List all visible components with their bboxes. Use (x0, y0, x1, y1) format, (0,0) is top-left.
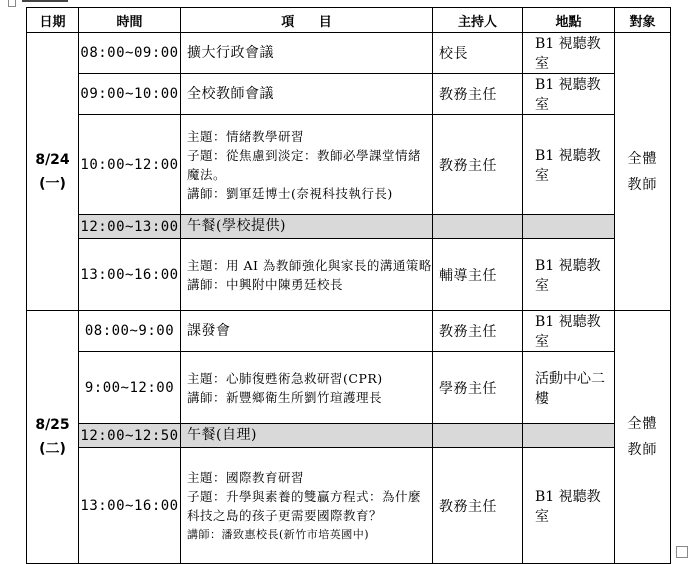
host-cell: 教務主任 (433, 115, 523, 215)
schedule-table (26, 7, 671, 564)
lunch-row (27, 215, 671, 239)
location-cell: 活動中心二樓 (523, 352, 615, 424)
time-cell: 12:00~12:50 (79, 424, 181, 448)
item-line: 午餐(學校提供) (187, 218, 286, 234)
lunch-row (27, 424, 671, 448)
location-cell: B1 視聽教室 (523, 33, 615, 74)
audience-line: 教師 (627, 442, 658, 458)
header-strip (22, 0, 68, 2)
host-cell: 學務主任 (433, 352, 523, 424)
table-row (27, 115, 671, 215)
host-cell: 教務主任 (433, 448, 523, 564)
item-line: 講師：新豐鄉衛生所劉竹瑄護理長 (187, 389, 383, 405)
audience-cell (615, 33, 671, 311)
day-weekday: (二) (39, 441, 66, 457)
item-cell (181, 311, 433, 352)
audience-line: 全體 (627, 416, 658, 432)
item-cell (181, 115, 433, 215)
item-line: 擴大行政會議 (187, 44, 274, 61)
header-time: 時間 (79, 8, 181, 33)
location-cell: B1 視聽教室 (523, 115, 615, 215)
audience-cell (615, 311, 671, 564)
item-line: 子題：從焦慮到淡定：教師必學課堂情緒魔法。 (187, 147, 422, 182)
item-cell (181, 239, 433, 311)
header-item: 項 目 (181, 8, 433, 33)
header-host: 主持人 (433, 8, 523, 33)
header-row (27, 8, 671, 33)
day-weekday: (一) (39, 175, 66, 192)
header-location: 地點 (523, 8, 615, 33)
table-row (27, 33, 671, 74)
time-cell: 09:00~10:00 (79, 74, 181, 115)
audience-line: 教師 (627, 176, 658, 193)
time-cell: 13:00~16:00 (79, 239, 181, 311)
day-date: 8/24 (35, 151, 70, 168)
header-audience: 對象 (615, 8, 671, 33)
time-cell: 13:00~16:00 (79, 448, 181, 564)
item-line: 課發會 (187, 322, 231, 339)
item-line: 午餐(自理) (187, 427, 257, 443)
table-row (27, 352, 671, 424)
host-cell: 教務主任 (433, 74, 523, 115)
item-cell (181, 424, 433, 448)
time-cell: 08:00~09:00 (79, 33, 181, 74)
day-cell (27, 33, 79, 311)
location-cell: B1 視聽教室 (523, 448, 615, 564)
item-line: 主題：用 AI 為教師強化與家長的溝通策略 (187, 257, 432, 273)
table-row (27, 448, 671, 564)
location-cell: B1 視聽教室 (523, 311, 615, 352)
host-cell (433, 424, 523, 448)
table-row (27, 239, 671, 311)
item-cell (181, 74, 433, 115)
item-cell (181, 215, 433, 239)
location-cell (523, 215, 615, 239)
table-resize-handle-icon[interactable] (676, 546, 688, 558)
item-line: 講師：中興附中陳勇廷校長 (187, 276, 344, 292)
location-cell: B1 視聽教室 (523, 74, 615, 115)
host-cell: 輔導主任 (433, 239, 523, 311)
table-row (27, 311, 671, 352)
item-line: 講師：劉軍廷博士(奈視科技執行長) (187, 185, 393, 201)
anchor-box-icon (8, 0, 16, 7)
time-cell: 10:00~12:00 (79, 115, 181, 215)
item-line: 全校教師會議 (187, 85, 274, 102)
table-row (27, 74, 671, 115)
item-line: 子題：升學與素養的雙贏方程式：為什麼科技之島的孩子更需要國際教育？ (187, 488, 422, 523)
item-line: 主題：國際教育研習 (187, 469, 305, 485)
audience-line: 全體 (627, 150, 658, 167)
time-cell: 12:00~13:00 (79, 215, 181, 239)
location-cell: B1 視聽教室 (523, 239, 615, 311)
time-cell: 08:00~9:00 (79, 311, 181, 352)
item-cell (181, 448, 433, 564)
item-line: 講師：潘致惠校長(新竹市培英國中) (187, 527, 370, 541)
item-cell (181, 352, 433, 424)
item-line: 主題：心肺復甦術急救研習(CPR) (187, 370, 383, 386)
host-cell: 校長 (433, 33, 523, 74)
header-date: 日期 (27, 8, 79, 33)
location-cell (523, 424, 615, 448)
day-cell (27, 311, 79, 564)
host-cell: 教務主任 (433, 311, 523, 352)
item-cell (181, 33, 433, 74)
host-cell (433, 215, 523, 239)
day-date: 8/25 (35, 417, 70, 433)
item-line: 主題：情緒教學研習 (187, 128, 305, 144)
time-cell: 9:00~12:00 (79, 352, 181, 424)
